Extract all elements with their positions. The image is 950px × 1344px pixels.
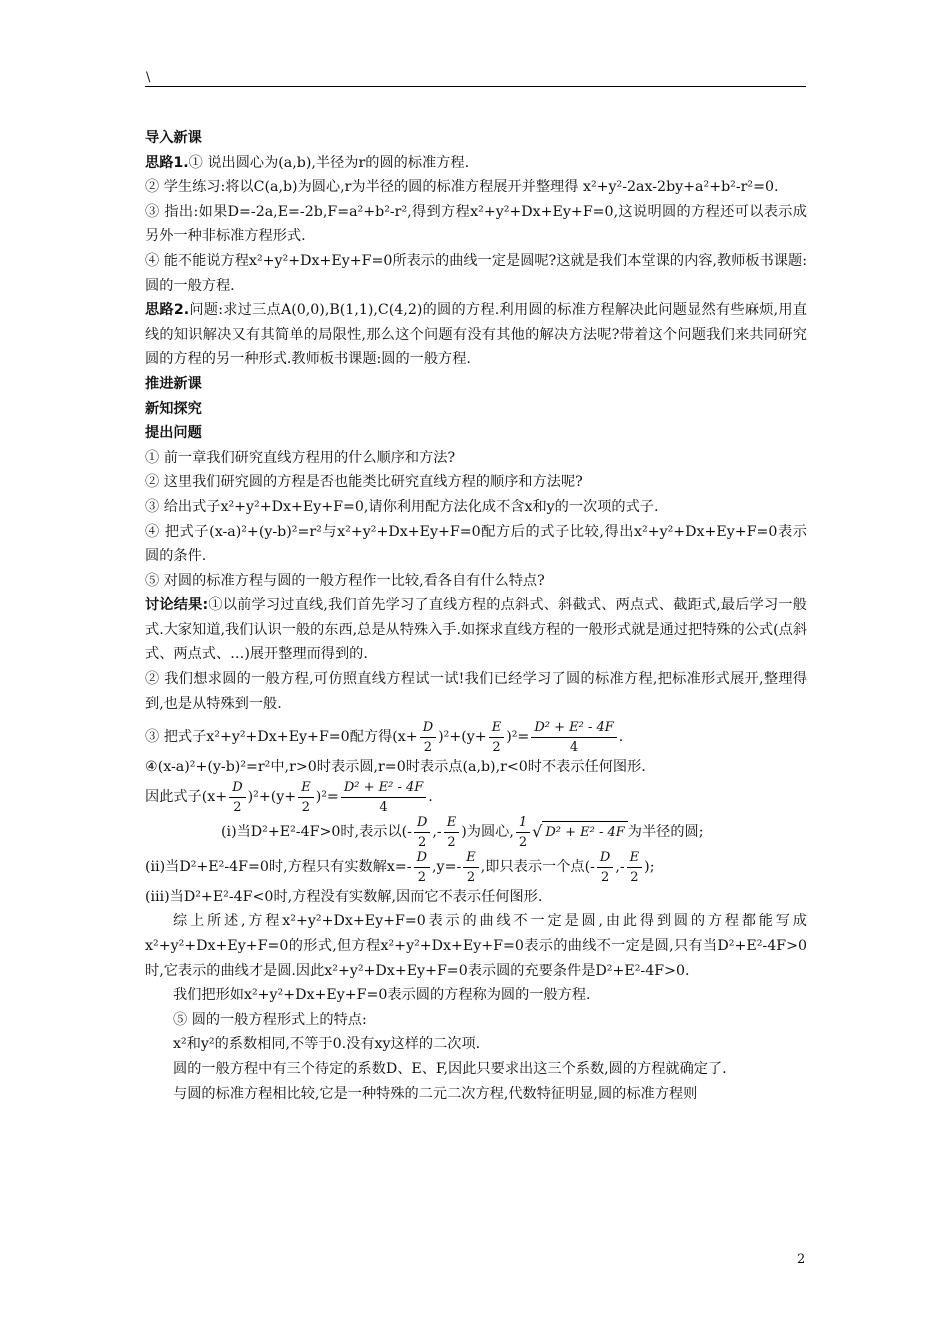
formula-completing-square [145, 720, 807, 755]
fraction-den: 2 [447, 834, 456, 850]
question-2: ② 这里我们研究圆的方程是否也能类比研究直线方程的顺序和方法呢? [145, 474, 583, 491]
fraction-num: D [420, 720, 436, 738]
idea1-para4: ④ 能不能说方程x²+y²+Dx+Ey+F=0所表示的曲线一定是圆呢?这就是我们本堂课的内容,教师板书课题:圆的一般方程. [145, 252, 807, 294]
summary-para5: 圆的一般方程中有三个待定的系数D、E、F,因此只要求出这三个系数,圆的方程就确定了. [173, 1061, 727, 1077]
idea2-para [145, 298, 807, 372]
radicand: D² + E² - 4F [542, 821, 627, 843]
fraction [414, 850, 430, 885]
m3-text-b: )²+(y+ [438, 729, 487, 746]
fraction [298, 780, 314, 815]
c1-text-b: ,- [432, 824, 442, 841]
fraction-num: D² + E² - 4F [341, 780, 426, 798]
question-1: ① 前一章我们研究直线方程用的什么顺序和方法? [145, 449, 456, 466]
fraction [489, 720, 505, 755]
fraction-den: 2 [423, 740, 433, 756]
document-body [145, 126, 807, 1106]
fraction-den: 4 [379, 799, 388, 815]
fraction [516, 815, 530, 850]
m3-text-c: )²= [506, 729, 530, 746]
fraction-num: D [414, 850, 430, 868]
page-number: 2 [797, 1252, 806, 1267]
heading-advance: 推进新课 [145, 375, 202, 392]
summary-para6: 与圆的标准方程相比较,它是一种特殊的二元二次方程,代数特征明显,圆的标准方程则 [173, 1085, 698, 1102]
heading-intro: 导入新课 [145, 130, 202, 146]
formula-standard-conditions: ④(x-a)²+(y-b)²=r²中,r>0时表示圆,r=0时表示点(a,b),r<0时不表示任何图形. [145, 759, 646, 776]
fraction-num: E [444, 815, 460, 833]
fraction-den: 2 [418, 834, 427, 850]
c2-text-d: ,- [615, 859, 625, 876]
discussion-para2: ② 我们想求圆的一般方程,可仿照直线方程试一试!我们已经学习了圆的标准方程,把标准形式展开,整理得到,也是从特殊到一般. [145, 671, 807, 712]
fraction-den: 2 [301, 799, 311, 815]
c1-text-d: 为半径的圆; [627, 824, 704, 841]
square-root [532, 821, 628, 843]
fraction-num: D² + E² - 4F [531, 720, 616, 738]
idea1-para3: ③ 指出:如果D=-2a,E=-2b,F=a²+b²-r²,得到方程x²+y²+Dx+Ey+F=0,这说明圆的方程还可以表示成另外一种非标准方程形式. [145, 203, 807, 245]
idea1-para2: ② 学生练习:将以C(a,b)为圆心,r为半径的圆的标准方程展开并整理得 x²+y²-2ax-2by+a²+b²-r²=0. [145, 179, 779, 196]
summary-para3: ⑤ 圆的一般方程形式上的特点: [173, 1011, 367, 1028]
summary-para1: 综上所述,方程x²+y²+Dx+Ey+F=0表示的曲线不一定是圆,由此得到圆的方程都能写成x²+y²+Dx+Ey+F=0的形式,但方程x²+y²+Dx+Ey+F=0表示的曲线不一定是圆,只有当D²+E²-4F>0时,它表示的曲线才是圆.因此x²+y²+Dx+Ey+F=0表示圆的充要条件是D²+E²-4F>0. [145, 913, 807, 979]
m5-text-b: )²+(y+ [247, 789, 297, 806]
header-rule [145, 86, 806, 87]
fraction-num: D [414, 815, 430, 833]
fraction [531, 720, 616, 755]
fraction-den: 2 [466, 869, 476, 885]
fraction-num: D [229, 780, 245, 798]
c2-text-c: ,即只表示一个点(- [480, 859, 595, 876]
heading-questions: 提出问题 [145, 425, 202, 442]
c2-text-b: ,y=- [432, 859, 462, 876]
fraction [444, 815, 460, 850]
fraction [414, 815, 430, 850]
c1-text-c: )为圆心, [461, 824, 514, 841]
fraction-num: E [298, 780, 314, 798]
fraction [420, 720, 436, 755]
fraction-den: 2 [233, 799, 242, 815]
fraction-den: 4 [569, 740, 579, 756]
question-5: ⑤ 对圆的标准方程与圆的一般方程作一比较,看各自有什么特点? [145, 572, 545, 589]
question-3: ③ 给出式子x²+y²+Dx+Ey+F=0,请你利用配方法化成不含x和y的一次项的式子. [145, 498, 659, 515]
m5-text-c: )²= [315, 789, 339, 806]
fraction-den: 2 [492, 740, 501, 756]
radical-sign: √ [532, 822, 543, 842]
case-1 [145, 815, 807, 850]
idea2-text: 问题:求过三点A(0,0),B(1,1),C(4,2)的圆的方程.利用圆的标准方程解决此问题显然有些麻烦,用直线的知识解决又有其简单的局限性,那么这个问题有没有其他的解决方法呢?带着这个问题我们来共同研究圆的方程的另一种形式.教师板书课题:圆的一般方程. [145, 302, 808, 368]
fraction [341, 780, 426, 815]
fraction [463, 850, 479, 885]
fraction [229, 780, 245, 815]
discussion-label: 讨论结果: [145, 597, 209, 614]
fraction-den: 2 [630, 869, 639, 885]
question-4: ④ 把式子(x-a)²+(y-b)²=r²与x²+y²+Dx+Ey+F=0配方后的式子比较,得出x²+y²+Dx+Ey+F=0表示圆的条件. [145, 523, 807, 565]
fraction-num: 1 [516, 815, 530, 833]
idea1-para1 [145, 151, 807, 176]
fraction-num: E [489, 720, 505, 738]
summary-para2: 我们把形如x²+y²+Dx+Ey+F=0表示圆的方程称为圆的一般方程. [173, 987, 591, 1004]
fraction [627, 850, 643, 885]
fraction-num: E [627, 850, 643, 868]
m3-text-a: ③ 把式子x²+y²+Dx+Ey+F=0配方得(x+ [145, 729, 418, 746]
idea1-label: 思路1. [145, 154, 189, 171]
idea1-text: ① 说出圆心为(a,b),半径为r的圆的标准方程. [188, 154, 470, 171]
fraction-num: D [597, 850, 613, 868]
c1-text-a: (ⅰ)当D²+E²-4F>0时,表示以(- [221, 824, 412, 841]
idea2-label: 思路2. [145, 302, 190, 319]
fraction-num: E [463, 850, 479, 868]
m5-text-d: . [428, 789, 433, 806]
heading-explore: 新知探究 [145, 400, 202, 417]
m3-text-d: . [618, 729, 624, 746]
case-2 [145, 850, 807, 885]
case-3: (ⅲ)当D²+E²-4F<0时,方程没有实数解,因而它不表示任何图形. [145, 888, 543, 905]
fraction-den: 2 [518, 834, 528, 850]
formula-therefore [145, 780, 807, 815]
fraction-den: 2 [417, 869, 426, 885]
fraction [597, 850, 613, 885]
fraction-den: 2 [601, 869, 610, 885]
summary-para4: x²和y²的系数相同,不等于0.没有xy这样的二次项. [173, 1036, 481, 1053]
discussion-para1 [145, 593, 807, 667]
header-mark: \ [146, 70, 151, 85]
m5-text-a: 因此式子(x+ [145, 789, 228, 806]
discussion-text: ①以前学习过直线,我们首先学习了直线方程的点斜式、斜截式、两点式、截距式,最后学习一般式.大家知道,我们认识一般的东西,总是从特殊入手.如探求直线方程的一般形式就是通过把特殊的公式(点斜式、两点式、…)展开整理而得到的. [145, 597, 808, 663]
c2-text-a: (ⅱ)当D²+E²-4F=0时,方程只有实数解x=- [145, 859, 412, 876]
c2-text-e: ); [644, 859, 655, 876]
